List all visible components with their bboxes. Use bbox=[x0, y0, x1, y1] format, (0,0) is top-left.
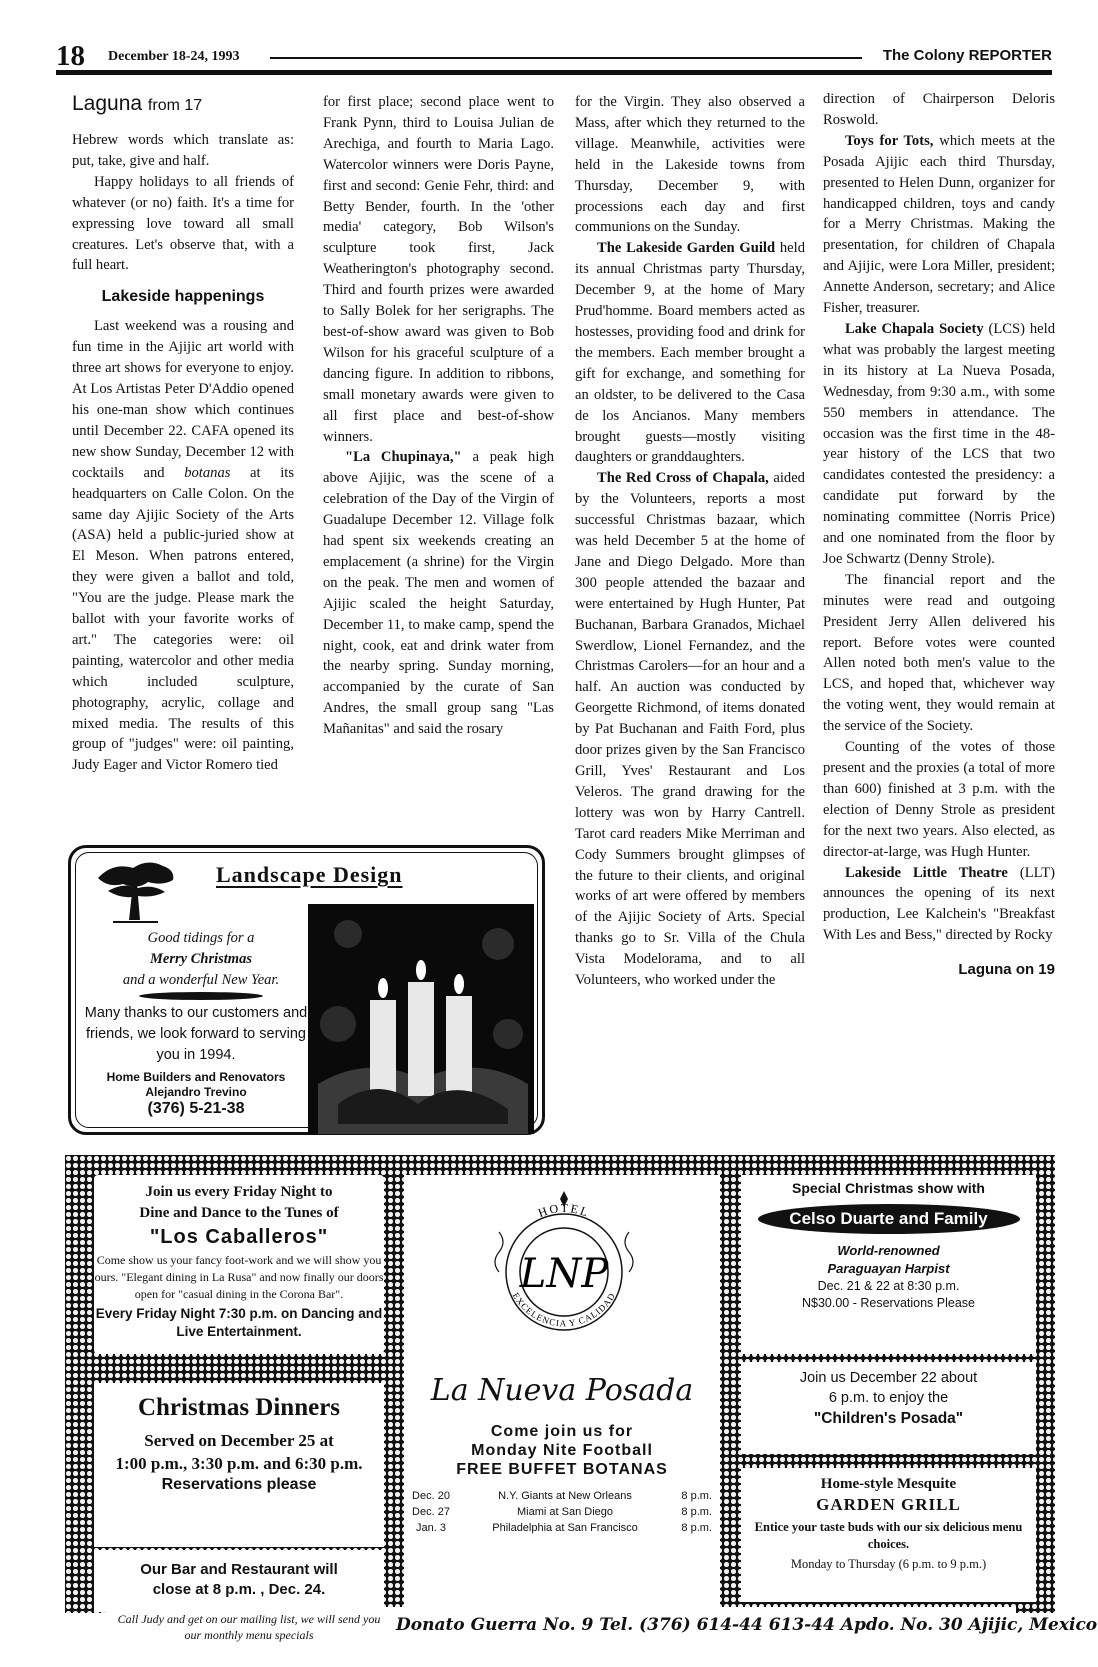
nueva-posada-ad bbox=[65, 1155, 1098, 1642]
section-subhead: Lakeside happenings bbox=[101, 288, 265, 306]
jump-line: Laguna on 19 bbox=[958, 961, 1055, 979]
page-header bbox=[56, 42, 1052, 72]
hotel-address: Donato Guerra No. 9 Tel. (376) 614-44 613-44 Apdo. No. 30 Ajijic, Mexico bbox=[396, 1615, 1098, 1635]
arts-paragraph: Last weekend was a rousing and fun time in the Ajijic art world with three art shows for everyone to enjoy. At Los Artistas Peter D'Addio opened his one-man show which continues until December 22. CAFA opened its new show Sunday, December 12 with cocktails and botanas at its headquarters on Calle Colon. On the same day Ajijic Society of the Arts (ASA) held a public-juried show at El Meson. When patrons entered, they were given a ballot and told, "You are the judge. Please mark the ballot with your favorite works of art." The categories were: oil painting, watercolor and other media which included sculpture, photography, acrylic, collage and mixed media. The results of this group of "judges" were: oil painting, Judy Eager and Victor Romero tied bbox=[72, 318, 294, 774]
game-row: Dec. 20 N.Y. Giants at New Orleans 8 p.m. bbox=[412, 1490, 712, 1502]
harpist-line-2: Paraguayan Harpist bbox=[827, 1261, 950, 1276]
article-kicker: Laguna from 17 bbox=[72, 92, 203, 115]
christmas-title: Christmas Dinners bbox=[137, 1394, 341, 1421]
red-cross-paragraph: The Red Cross of Chapala, aided by the Volunteers, reports a most successful Christmas bazaar, which was held December 5 at the home of Jane and Diego Delgado. More than 300 people attended the bazaar and were entertained by Hugh Hunter, Pat Buchanan, Barbara Granados, Michael Swerdlow, Lionel Fernandez, and the Christmas Carolers—for an hour and a half. An auction was conducted by Georgette Richmond, of items donated by Pat Buchanan and Faith Ford, plus door prizes given by the San Francisco Grill, Yves' Restaurant and Los Veleros. The grand drawing for the lottery was won by Harry Cantrell. Tarot card readers Mike Merriman and Cody Summers brought glimpses of the future to their clients, and original works of art were offered by members of the Ajijic Society of Arts. Special thanks go to Sr. Villa of the Chula Vista Modelorama, and to all Volunteers, who worked under the bbox=[575, 470, 805, 989]
ad-greeting: Good tidings for a Merry Christmas and a wonderful New Year. bbox=[122, 930, 280, 988]
contact-strip bbox=[106, 1607, 1098, 1651]
ad-thanks: Many thanks to our customers and friends, we look forward to serving you in 1994. bbox=[84, 1005, 308, 1063]
publication-name: The Colony REPORTER bbox=[882, 47, 1052, 64]
friday-line-1: Join us every Friday Night to bbox=[145, 1184, 333, 1200]
game-row: Jan. 3 Philadelphia at San Francisco 8 p.m. bbox=[416, 1522, 712, 1534]
chupinaya-paragraph: "La Chupinaya," a peak high above Ajijic, was the scene of a celebration of the Day of the Virgin of Guadalupe December 12. Village folk had spent six weekends creating an emplacement (a shrine) for the Virgin on the peak. The men and women of Ajijic scaled the height Saturday, December 11, to make camp, spend the night, cook, eat and drink water from the nearby spring. Sunday morning, accompanied by the curate of San Andres, the small group sang "Las Mañanitas" and said the rosary bbox=[323, 449, 555, 738]
svg-text:LNP: LNP bbox=[519, 1251, 609, 1297]
christmas-date: Served on December 25 at bbox=[144, 1431, 334, 1450]
ad-title: Landscape Design bbox=[216, 862, 403, 887]
intro-paragraph-1: Hebrew words which translate as: put, take, give and half. bbox=[72, 132, 294, 169]
performer-name: Celso Duarte and Family bbox=[758, 1204, 1020, 1234]
harpist-price: N$30.00 - Reservations Please bbox=[801, 1296, 975, 1310]
childrens-posada-box bbox=[741, 1362, 1036, 1454]
christmas-times: 1:00 p.m., 3:30 p.m. and 6:30 p.m. bbox=[115, 1454, 363, 1473]
garden-grill-box bbox=[741, 1468, 1036, 1602]
closing-line-1: Our Bar and Restaurant will bbox=[140, 1561, 338, 1578]
kids-line-1: Join us December 22 about bbox=[799, 1370, 978, 1386]
closing-line-2: close at 8 p.m. , Dec. 24. bbox=[152, 1581, 326, 1598]
harpist-box bbox=[741, 1175, 1036, 1354]
column-1 bbox=[72, 92, 294, 776]
column-3 bbox=[575, 92, 805, 991]
christmas-reservations: Reservations please bbox=[161, 1476, 317, 1493]
grill-description: Entice your taste buds with our six delicious menu choices. bbox=[754, 1520, 1023, 1551]
band-name: "Los Caballeros" bbox=[149, 1226, 329, 1248]
toys-paragraph: Toys for Tots, which meets at the Posada Ajijic each third Thursday, presented to Helen Dunn, organizer for handicapped children, toys and candy for a Merry Christmas. Making the presentation, for children of Chapala and Ajijic, were Lora Miller, president; Annette Anderson, secretary; and Alice Fisher, treasurer. bbox=[823, 132, 1055, 317]
grill-name: GARDEN GRILL bbox=[816, 1495, 961, 1514]
header-rule bbox=[56, 70, 1052, 75]
hotel-logo-icon bbox=[479, 1187, 649, 1352]
vote-count-paragraph: Counting of the votes of those present and the proxies (a total of more than 600) finished at 3 p.m. with the election of Denny Strole as president for the next two years. Also elected, as director-at-large, was Hugh Hunter. bbox=[823, 739, 1055, 860]
ad-business: Home Builders and Renovators Alejandro Trevino bbox=[106, 1070, 286, 1099]
hotel-name: La Nueva Posada bbox=[430, 1373, 694, 1408]
lcs-paragraph: Lake Chapala Society (LCS) held what was probably the largest meeting in its history at La Nueva Posada, Wednesday, from 9:30 a.m., with some 550 members in attendance. The occasion was the first time in the 48-year history of the LCS that two candidates contested the presidency: a candidate put forward by the nominating committee (Norris Price) and one nominated from the floor by Joe Schwartz (Denny Strole). bbox=[823, 320, 1055, 567]
friday-line-2: Dine and Dance to the Tunes of bbox=[139, 1205, 339, 1221]
svg-text:HOTEL: HOTEL bbox=[536, 1200, 592, 1221]
red-cross-paragraph-cont: direction of Chairperson Deloris Roswold. bbox=[823, 91, 1055, 128]
landscape-design-ad bbox=[68, 845, 545, 1135]
special-show: Special Christmas show with bbox=[792, 1180, 985, 1196]
grill-hours: Monday to Thursday (6 p.m. to 9 p.m.) bbox=[790, 1557, 987, 1571]
column-2 bbox=[323, 92, 554, 740]
closing-box bbox=[94, 1550, 384, 1612]
grill-line-1: Home-style Mesquite bbox=[820, 1476, 957, 1492]
header-line bbox=[270, 57, 862, 59]
garden-guild-paragraph: The Lakeside Garden Guild held its annual Christmas party Thursday, December 9, at the home of Mary Prud'homme. Board members acted as hostesses, providing food and drink for the members. Each member brought a gift for exchange, and something for an oldster, to be delivered to the Casa de los Ancianos. Many members brought guests—mostly visiting daughters or granddaughters. bbox=[575, 240, 805, 466]
svg-text:EXCELENCIA Y CALIDAD: EXCELENCIA Y CALIDAD bbox=[510, 1290, 618, 1329]
column-4 bbox=[823, 89, 1055, 981]
ad-phone: (376) 5-21-38 bbox=[147, 1100, 245, 1117]
friday-schedule: Every Friday Night 7:30 p.m. on Dancing and Live Entertainment. bbox=[95, 1306, 383, 1339]
kids-line-2: 6 p.m. to enjoy the bbox=[828, 1390, 949, 1406]
harpist-dates: Dec. 21 & 22 at 8:30 p.m. bbox=[817, 1279, 960, 1293]
divider-oval bbox=[139, 992, 263, 1000]
mailing-list-note: Call Judy and get on our mailing list, we will send you our monthly menu specials bbox=[117, 1612, 381, 1642]
kids-event: "Children's Posada" bbox=[813, 1410, 964, 1427]
intro-paragraph-2: Happy holidays to all friends of whatever (or no) faith. It's a time for expressing love toward all small creatures. Let's observe that, with a full heart. bbox=[72, 173, 294, 274]
candles-icon bbox=[308, 904, 534, 1134]
arts-paragraph-cont: for first place; second place went to Frank Pynn, third to Louisa Julian de Arechiga, and fourth to Maria Lago. Watercolor winners were Doris Payne, first and second: Genie Fehr, third: and Betty Bender, fourth. In the 'other media' category, Bob Wilson's sculpture took first, Jack Weatherington's photography second. Third and fourth prizes were awarded to Sally Bolek for her serigraphs. The best-of-show award was given to Bob Wilson for his graceful sculpture of a dancing figure. In addition to ribbons, small monetary awards were given to all first place and best-of-show winners. bbox=[323, 94, 554, 445]
football-promo: Come join us for Monday Nite Football FREE BUFFET BOTANAS bbox=[456, 1423, 668, 1478]
friday-description: Come show us your fancy foot-work and we will show you ours. "Elegant dining in La Rusa" and now finally our doors open for "casual dining in the Corona Bar". bbox=[94, 1253, 384, 1301]
issue-date: December 18-24, 1993 bbox=[108, 49, 240, 64]
financial-paragraph: The financial report and the minutes were read and outgoing President Jerry Allen delivered his report. Before votes were counted Allen noted both men's value to the LCS, and hoped that, whichever way the voting went, they would remain at the service of the Society. bbox=[823, 571, 1055, 735]
theatre-paragraph: Lakeside Little Theatre (LLT) announces the opening of its next production, Lee Kalchein's "Breakfast With Les and Bess," directed by Rocky bbox=[823, 864, 1056, 944]
friday-dance-box bbox=[94, 1175, 384, 1354]
chupinaya-paragraph-cont: for the Virgin. They also observed a Mass, after which they returned to the village. Meanwhile, activities were held in the Lakeside towns from Thursday, December 9, with processions each day and first communions on the Sunday. bbox=[575, 94, 805, 236]
page-number: 18 bbox=[56, 40, 85, 72]
game-row: Dec. 27 Miami at San Diego 8 p.m. bbox=[412, 1506, 712, 1518]
tree-icon bbox=[93, 856, 178, 926]
hotel-center-box bbox=[404, 1175, 720, 1612]
football-schedule bbox=[412, 1488, 712, 1536]
harpist-line-1: World-renowned bbox=[837, 1243, 940, 1258]
candles-wreath-photo bbox=[308, 904, 534, 1134]
christmas-dinners-box bbox=[94, 1383, 384, 1547]
